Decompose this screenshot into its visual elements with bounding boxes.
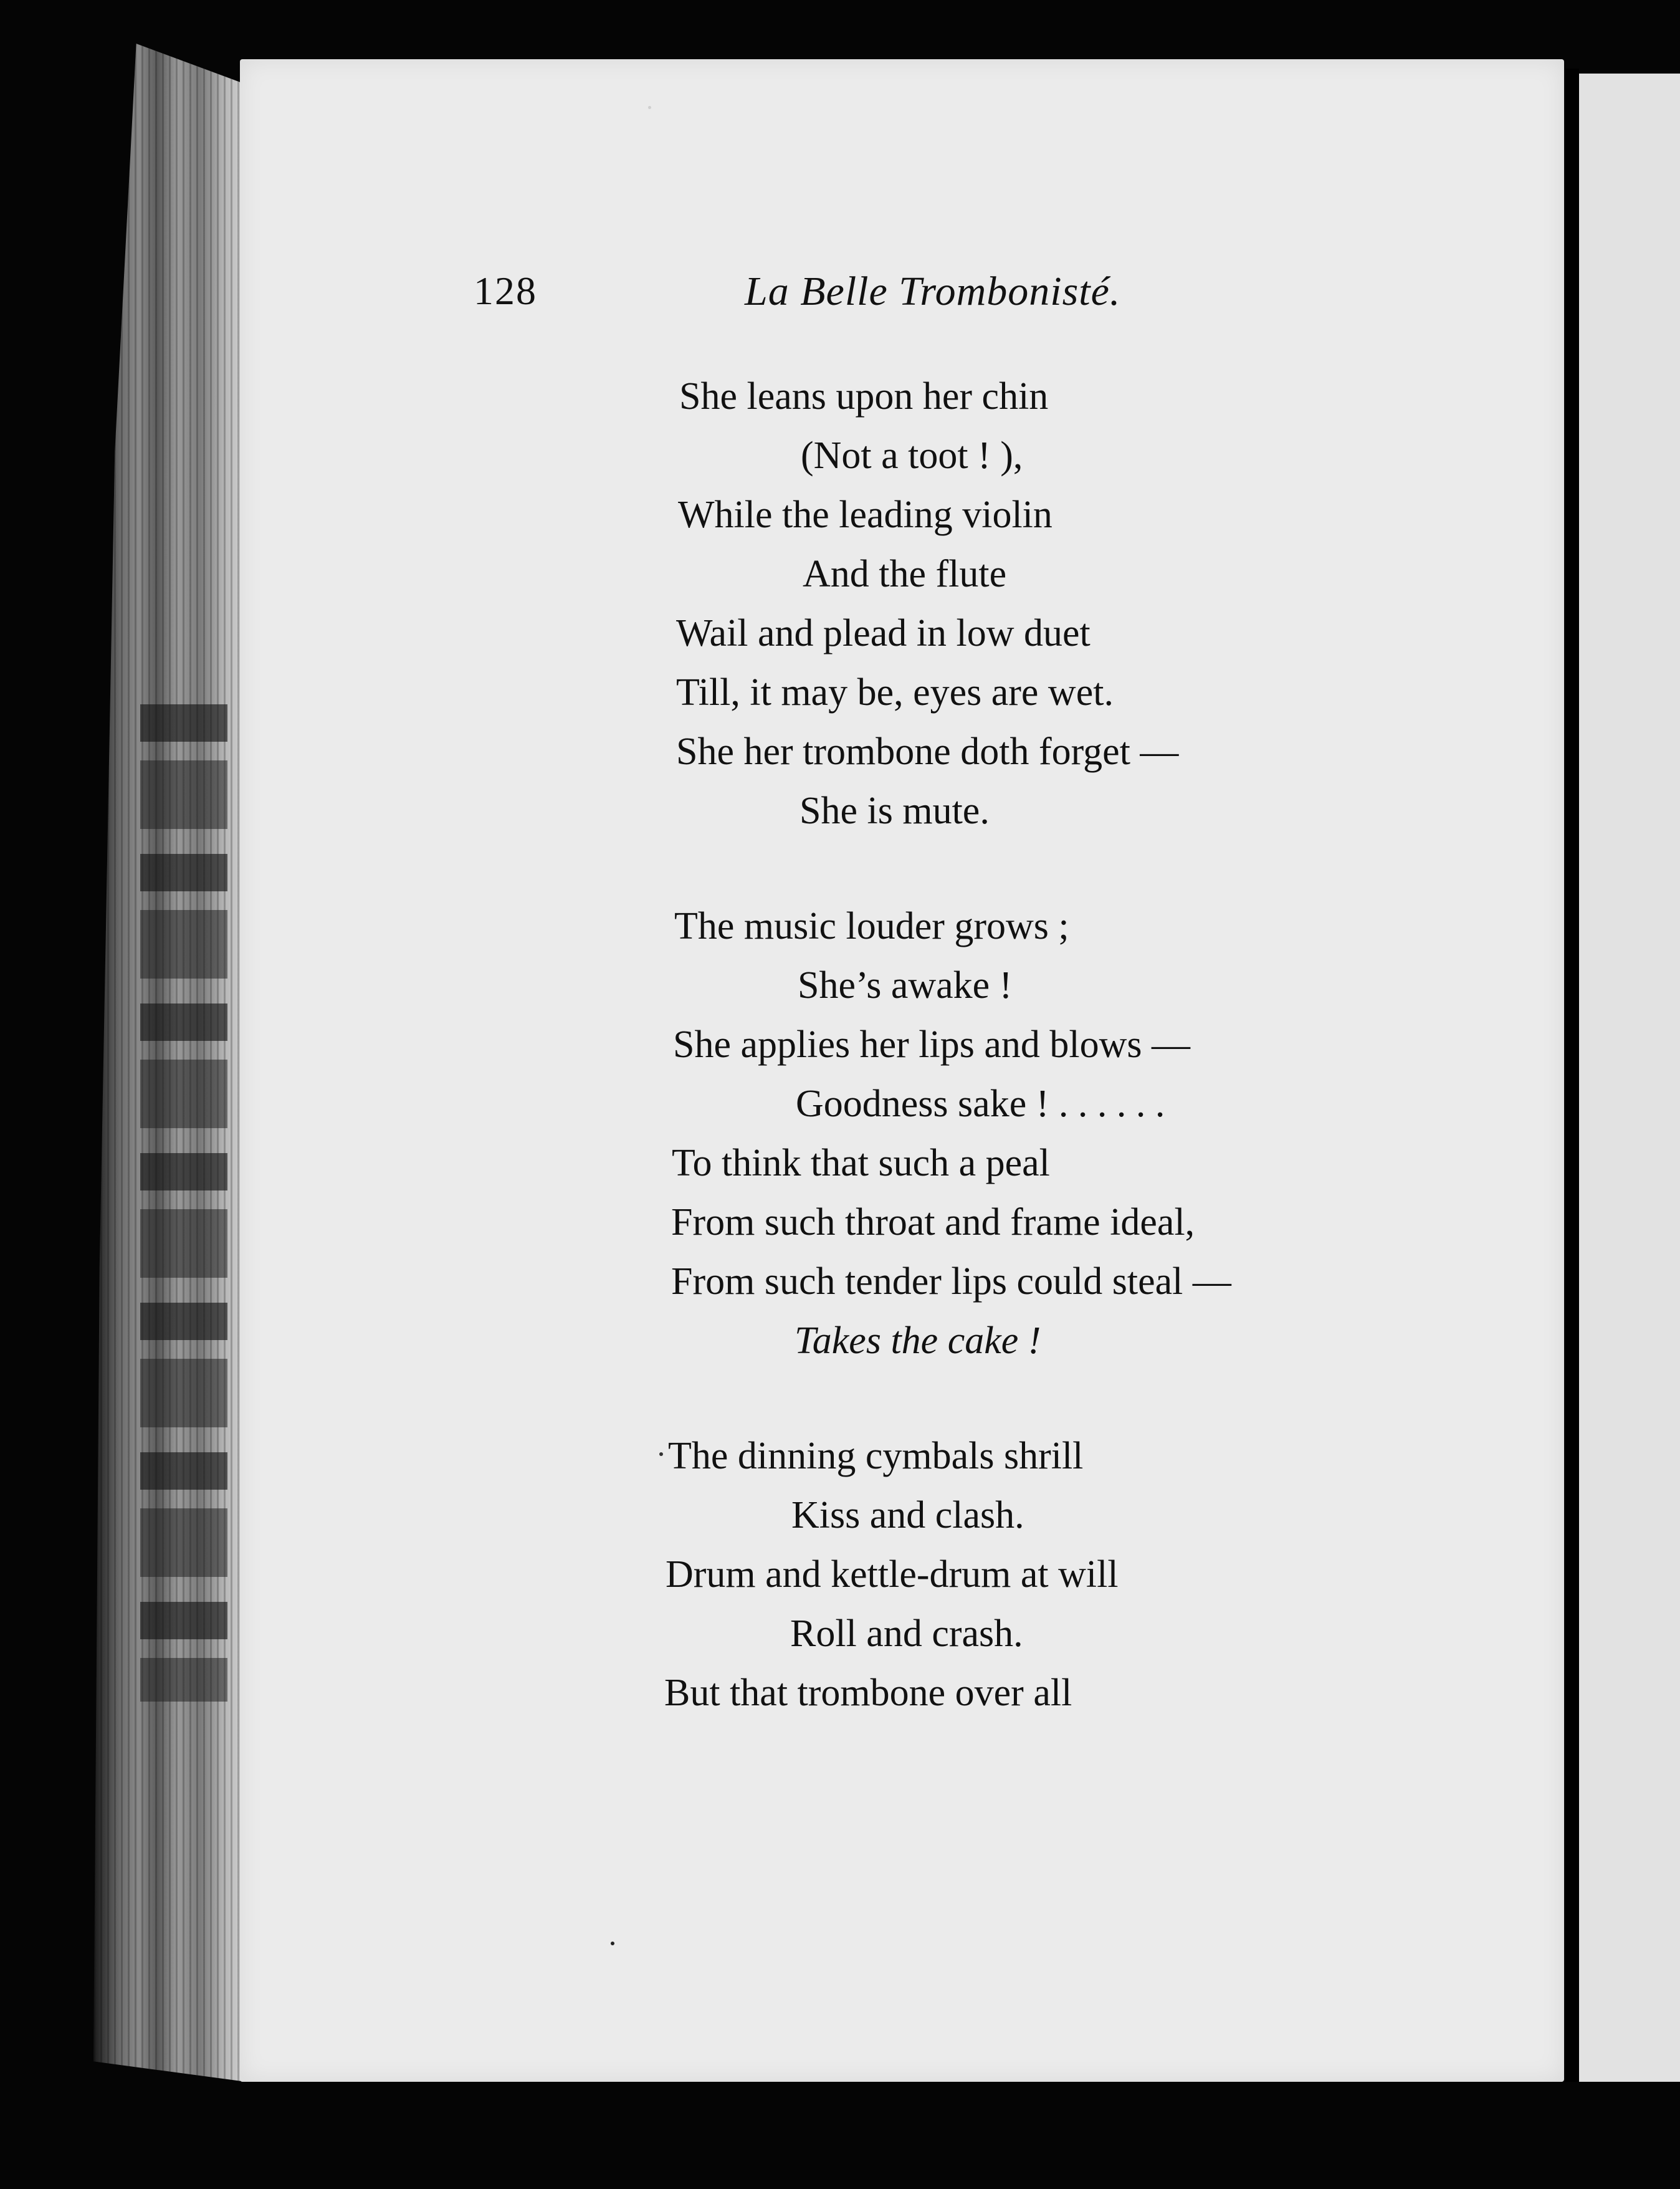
poem-line: Takes the cake ! xyxy=(795,1320,1041,1362)
poem-line: But that trombone over all xyxy=(664,1672,1072,1714)
running-title: La Belle Trombonisté. xyxy=(745,269,1121,314)
poem-line: Roll and crash. xyxy=(790,1612,1023,1655)
poem-line: She leans upon her chin xyxy=(679,375,1049,418)
poem-line: She’s awake ! xyxy=(798,964,1013,1007)
poem-line: Till, it may be, eyes are wet. xyxy=(676,671,1114,714)
poem-line: Drum and kettle-drum at will xyxy=(666,1553,1119,1596)
poem-line: She her trombone doth forget — xyxy=(676,730,1179,773)
poem-line: The dinning cymbals shrill xyxy=(668,1435,1084,1477)
poem-line: She applies her lips and blows — xyxy=(673,1023,1191,1066)
poem-line: From such throat and frame ideal, xyxy=(671,1201,1195,1243)
poem-line: Wail and plead in low duet xyxy=(676,612,1091,654)
poem-line: While the leading violin xyxy=(678,494,1052,536)
poem-line: From such tender lips could steal — xyxy=(671,1260,1231,1303)
poem-line: (Not a toot ! ), xyxy=(801,434,1023,477)
poem-line: She is mute. xyxy=(799,790,990,832)
poem-line: Goodness sake ! . . . . . . xyxy=(796,1083,1165,1125)
poem-line: Kiss and clash. xyxy=(791,1494,1024,1536)
poem-line: To think that such a peal xyxy=(672,1142,1050,1184)
page-number: 128 xyxy=(474,269,537,313)
poem-line: The music louder grows ; xyxy=(674,905,1069,947)
poem-line: And the flute xyxy=(803,553,1007,595)
